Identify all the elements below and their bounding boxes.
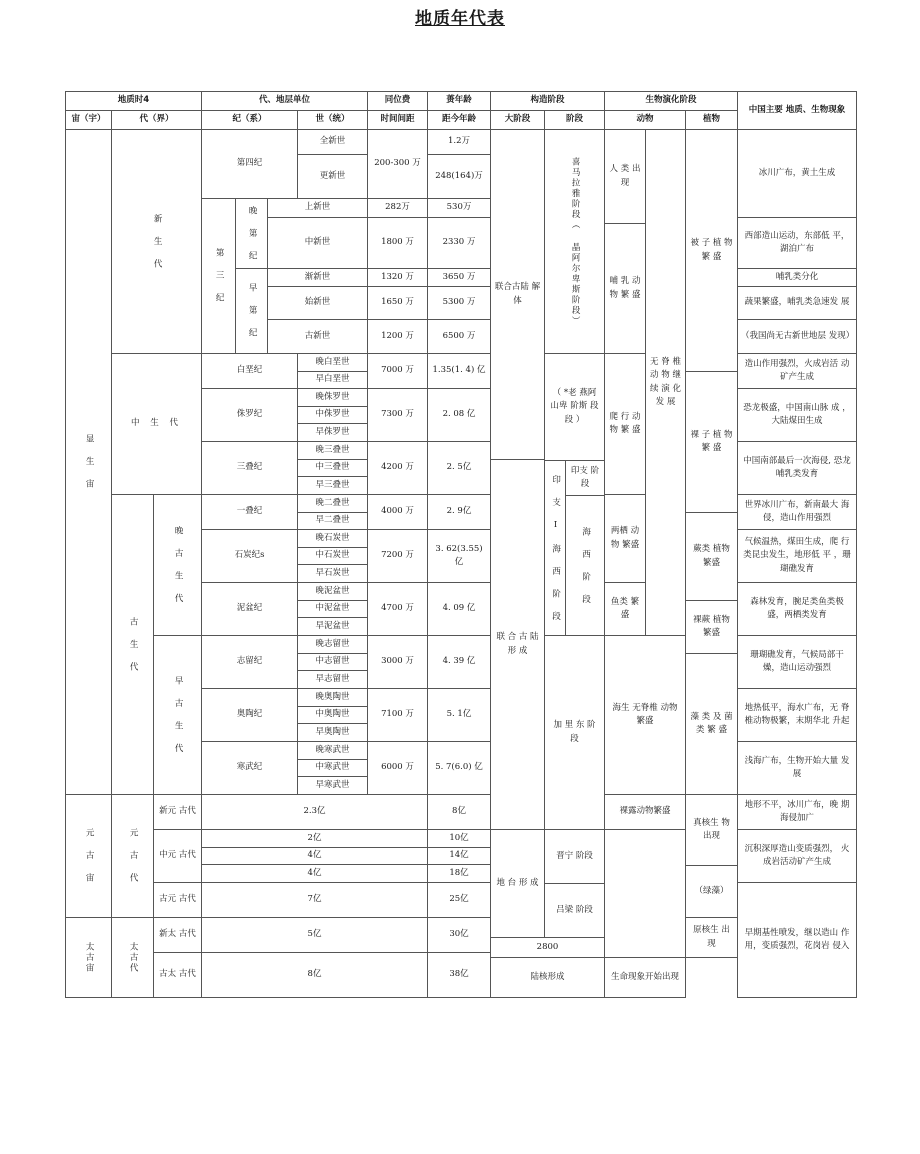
epoch-late-cretaceous: 晚白垩世: [297, 353, 368, 372]
span-neoproterozoic: 2.3亿: [201, 794, 428, 830]
epoch-early-triassic: 早三叠世: [297, 476, 368, 495]
animal-mammals: 哺 乳 动 物 繁 盛: [604, 223, 646, 354]
epoch-middle-triassic: 中三叠世: [297, 459, 368, 477]
era-archean: 太古代: [111, 917, 154, 998]
tectonic-nucleus-formation: 陆核形成: [490, 957, 605, 998]
period-mesoproterozoic: 中元 古代: [153, 829, 202, 883]
phen-2: 西部造山运动，东部低 平，湖泊广布: [737, 217, 857, 269]
age-holocene: 1.2万: [427, 129, 491, 155]
age-silurian: 4. 39 亿: [427, 635, 491, 689]
age-ordovician: 5. 1亿: [427, 688, 491, 742]
epoch-late-permian: 晚二叠世: [297, 494, 368, 513]
duration-ordovician: 7100 万: [367, 688, 428, 742]
epoch-early-ordovician: 早奥陶世: [297, 723, 368, 742]
period-early-tertiary: 早 第 纪: [235, 268, 268, 354]
age-pleistocene: 248(164)万: [427, 154, 491, 199]
epoch-pliocene: 上新世: [267, 198, 368, 218]
epoch-late-jurassic: 晚侏罗世: [297, 388, 368, 407]
epoch-early-devonian: 早泥盆世: [297, 617, 368, 636]
age-carboniferous: 3. 62(3.55) 亿: [427, 529, 491, 583]
span-meso-3: 4亿: [201, 864, 428, 883]
era-mesozoic: 中 生 代: [111, 353, 202, 495]
phen-5: （我国尚无古新世地层 发现）: [737, 319, 857, 354]
plant-gymnosperms: 裸 子 植 物 繁 盛: [685, 371, 738, 513]
span-neoarchean: 5亿: [201, 917, 428, 953]
period-cretaceous: 白垩纪: [201, 353, 298, 389]
epoch-early-carboniferous: 早石炭世: [297, 564, 368, 583]
epoch-early-jurassic: 早侏罗世: [297, 423, 368, 442]
epoch-paleocene: 古新世: [267, 319, 368, 354]
plant-eukaryotes: 真核生 物出现: [685, 794, 738, 866]
epoch-late-cambrian: 晚寒武世: [297, 741, 368, 760]
epoch-holocene: 全新世: [297, 129, 368, 155]
epoch-miocene: 中新世: [267, 217, 368, 269]
period-quaternary: 第四纪: [201, 129, 298, 199]
animal-proterozoic-blank: [604, 829, 686, 958]
duration-cambrian: 6000 万: [367, 741, 428, 795]
plant-algae-fungi: 藻 类 及 菌 类 繁 盛: [685, 653, 738, 795]
header-duration: 时间间距: [367, 110, 428, 130]
tectonic-jinning: 晋宁 阶段: [544, 829, 605, 884]
epoch-early-cretaceous: 早白垩世: [297, 371, 368, 389]
animal-soft-bodied: 裸露动物繁盛: [604, 794, 686, 830]
tectonic-caledonian: 加 里 东 阶 段: [544, 635, 605, 830]
animal-fishes: 鱼类 繁盛: [604, 582, 646, 636]
period-triassic: 三叠纪: [201, 441, 298, 495]
duration-oligocene: 1320 万: [367, 268, 428, 287]
phen-15: 地形不平，冰川广布，晚 期海侵加广: [737, 794, 857, 830]
epoch-early-permian: 早二叠世: [297, 512, 368, 530]
age-jurassic: 2. 08 亿: [427, 388, 491, 442]
header-stage-major: 大阶段: [490, 110, 545, 130]
header-geo-time: 地质时4: [65, 91, 202, 111]
header-era: 代（界）: [111, 110, 202, 130]
phen-7: 恐龙极盛，中国南山脉 成 ，大陆煤田生成: [737, 388, 857, 442]
duration-silurian: 3000 万: [367, 635, 428, 689]
period-paleoarchean: 古太 古代: [153, 952, 202, 998]
period-neoproterozoic: 新元 古代: [153, 794, 202, 830]
span-meso-2: 4亿: [201, 847, 428, 865]
epoch-early-silurian: 早志留世: [297, 670, 368, 689]
period-devonian: 泥盆纪: [201, 582, 298, 636]
epoch-late-silurian: 晚志留世: [297, 635, 368, 654]
era-paleozoic: 古 生 代: [111, 494, 154, 795]
era-late-paleozoic: 晚 古 生 代: [153, 494, 202, 636]
age-meso-2: 14亿: [427, 847, 491, 865]
eon-archean: 太古宙: [65, 917, 112, 998]
age-devonian: 4. 09 亿: [427, 582, 491, 636]
duration-cretaceous: 7000 万: [367, 353, 428, 389]
animal-marine-invertebrates: 海生 无脊椎 动物 繁盛: [604, 635, 686, 795]
duration-devonian: 4700 万: [367, 582, 428, 636]
era-early-paleozoic: 早 古 生 代: [153, 635, 202, 795]
period-ordovician: 奥陶纪: [201, 688, 298, 742]
period-permian: 一叠纪: [201, 494, 298, 530]
header-strat-units: 代、地层单位: [201, 91, 368, 111]
period-paleoproterozoic: 古元 古代: [153, 882, 202, 918]
header-age-col: 距今年龄: [427, 110, 491, 130]
tectonic-indosinian-hercynian: 印 支 I 海 西 阶 段: [544, 460, 566, 636]
age-cretaceous: 1.35(1. 4) 亿: [427, 353, 491, 389]
epoch-late-devonian: 晚泥盆世: [297, 582, 368, 601]
duration-miocene: 1800 万: [367, 217, 428, 269]
period-carboniferous: 石炭纪s: [201, 529, 298, 583]
period-tertiary: 第 三 纪: [201, 198, 236, 354]
header-isotope: 同位费: [367, 91, 428, 111]
duration-carboniferous: 7200 万: [367, 529, 428, 583]
age-miocene: 2330 万: [427, 217, 491, 269]
span-paleoarchean: 8亿: [201, 952, 428, 998]
epoch-middle-ordovician: 中奥陶世: [297, 706, 368, 724]
epoch-middle-devonian: 中泥盆世: [297, 600, 368, 618]
duration-quaternary: 200-300 万: [367, 129, 428, 199]
epoch-eocene: 始新世: [267, 286, 368, 320]
phen-16: 沉积深厚造山变质强烈， 火成岩活动矿产生成: [737, 829, 857, 883]
phen-10: 气候温热，煤田生成，爬 行类昆虫发生，地形低 平 ，珊瑚礁发育: [737, 529, 857, 583]
age-meso-3: 18亿: [427, 864, 491, 883]
page-title: 地质年代表: [415, 9, 505, 29]
span-paleoproterozoic: 7亿: [201, 882, 428, 918]
duration-jurassic: 7300 万: [367, 388, 428, 442]
header-animal: 动物: [604, 110, 686, 130]
epoch-late-triassic: 晚三叠世: [297, 441, 368, 460]
tectonic-2800: 2800: [490, 937, 605, 958]
age-eocene: 5300 万: [427, 286, 491, 320]
header-plant: 植物: [685, 110, 738, 130]
age-neoproterozoic: 8亿: [427, 794, 491, 830]
header-tectonic: 构造阶段: [490, 91, 605, 111]
tectonic-hercynian: 海 西 阶 段: [565, 495, 605, 636]
age-paleoarchean: 38亿: [427, 952, 491, 998]
epoch-pleistocene: 更新世: [297, 154, 368, 199]
epoch-middle-silurian: 中志留世: [297, 653, 368, 671]
phen-17: 早期基性喷发，继以造山 作用，变质强烈，花岗岩 侵入: [737, 882, 857, 998]
header-period: 纪（系）: [201, 110, 298, 130]
epoch-middle-carboniferous: 中石炭世: [297, 547, 368, 565]
age-permian: 2. 9亿: [427, 494, 491, 530]
age-paleocene: 6500 万: [427, 319, 491, 354]
period-jurassic: 侏罗纪: [201, 388, 298, 442]
duration-eocene: 1650 万: [367, 286, 428, 320]
phen-8: 中国南部最后一次海侵, 恐龙哺乳类发育: [737, 441, 857, 495]
duration-triassic: 4200 万: [367, 441, 428, 495]
tectonic-pangea-formation: 联 合 古 陆 形 成: [490, 459, 545, 830]
plant-prokaryotes: 原核生 出 现: [685, 917, 738, 958]
tectonic-indosinian: 印支 阶段: [565, 460, 605, 496]
epoch-early-cambrian: 早寒武世: [297, 776, 368, 795]
age-oligocene: 3650 万: [427, 268, 491, 287]
header-eon: 宙（宇）: [65, 110, 112, 130]
phen-6: 造山作用强烈，火成岩活 动矿产生成: [737, 353, 857, 389]
age-pliocene: 530万: [427, 198, 491, 218]
header-epoch: 世（统）: [297, 110, 368, 130]
animal-life-origin-label: 生命现象开始出现: [604, 957, 686, 998]
plant-ferns: 蕨类 植物 繁盛: [685, 512, 738, 601]
age-triassic: 2. 5亿: [427, 441, 491, 495]
header-bio: 生物演化阶段: [604, 91, 738, 111]
tectonic-himalayan: 喜马拉雅阶段（ 晶阿尔卑斯阶段）: [544, 129, 605, 354]
epoch-oligocene: 渐新世: [267, 268, 368, 287]
period-neoarchean: 新太 古代: [153, 917, 202, 953]
era-proterozoic: 元 古 代: [111, 794, 154, 918]
age-neoarchean: 30亿: [427, 917, 491, 953]
plant-psilophytes: 裸蕨 植物 繁盛: [685, 600, 738, 654]
era-cenozoic: 新 生 代: [111, 129, 202, 354]
tectonic-yanshan: （ *老 燕阿 山卑 阶斯 段段 ）: [544, 353, 605, 461]
epoch-late-ordovician: 晚奥陶世: [297, 688, 368, 707]
header-age: 蒉年龄: [427, 91, 491, 111]
animal-reptiles: 爬 行 动 物 繁 盛: [604, 353, 646, 495]
period-silurian: 志留纪: [201, 635, 298, 689]
period-cambrian: 寒武纪: [201, 741, 298, 795]
tectonic-platform-formation: 地 台 形 成: [490, 829, 545, 938]
age-paleoproterozoic: 25亿: [427, 882, 491, 918]
duration-permian: 4000 万: [367, 494, 428, 530]
duration-pliocene: 282万: [367, 198, 428, 218]
tectonic-lvliang: 吕梁 阶段: [544, 883, 605, 938]
tectonic-pangea-breakup: 联合古陆 解体: [490, 129, 545, 460]
header-phenomena: 中国主要 地质、生物现象: [737, 91, 857, 130]
plant-angiosperms: 被 子 植 物 繁 盛: [685, 129, 738, 372]
age-meso-1: 10亿: [427, 829, 491, 848]
eon-phanerozoic: 显 生 宙: [65, 129, 112, 795]
animal-amphibians: 两栖 动物 繁盛: [604, 494, 646, 583]
eon-proterozoic: 元 古 宙: [65, 794, 112, 918]
span-meso-1: 2亿: [201, 829, 428, 848]
period-late-tertiary: 晚 第 纪: [235, 198, 268, 269]
phen-1: 冰川广布，黄土生成: [737, 129, 857, 218]
plant-green-algae: （绿藻）: [685, 865, 738, 918]
epoch-middle-cambrian: 中寒武世: [297, 759, 368, 777]
phen-14: 浅海广布，生物开始大量 发展: [737, 741, 857, 795]
epoch-late-carboniferous: 晚石炭世: [297, 529, 368, 548]
phen-9: 世界冰川广布，新南最大 海侵，造山作用强烈: [737, 494, 857, 530]
age-cambrian: 5. 7(6.0) 亿: [427, 741, 491, 795]
epoch-middle-jurassic: 中侏罗世: [297, 406, 368, 424]
animal-invertebrate-evolution: 无 脊 椎 动 物 继 续 演 化 发 展: [645, 129, 686, 636]
phen-12: 珊瑚礁发育，气候局部干 燥，造山运动强烈: [737, 635, 857, 689]
phen-3: 哺乳类分化: [737, 268, 857, 287]
animal-humans: 人 类 出 现: [604, 129, 646, 224]
duration-paleocene: 1200 万: [367, 319, 428, 354]
phen-13: 地热低平，海水广布，无 脊椎动物极繁，末期华北 升起: [737, 688, 857, 742]
phen-4: 蔬果繁盛，哺乳类急速发 展: [737, 286, 857, 320]
phen-11: 森林发育，腕足类鱼类极 盛，两栖类发育: [737, 582, 857, 636]
header-stage: 阶段: [544, 110, 605, 130]
